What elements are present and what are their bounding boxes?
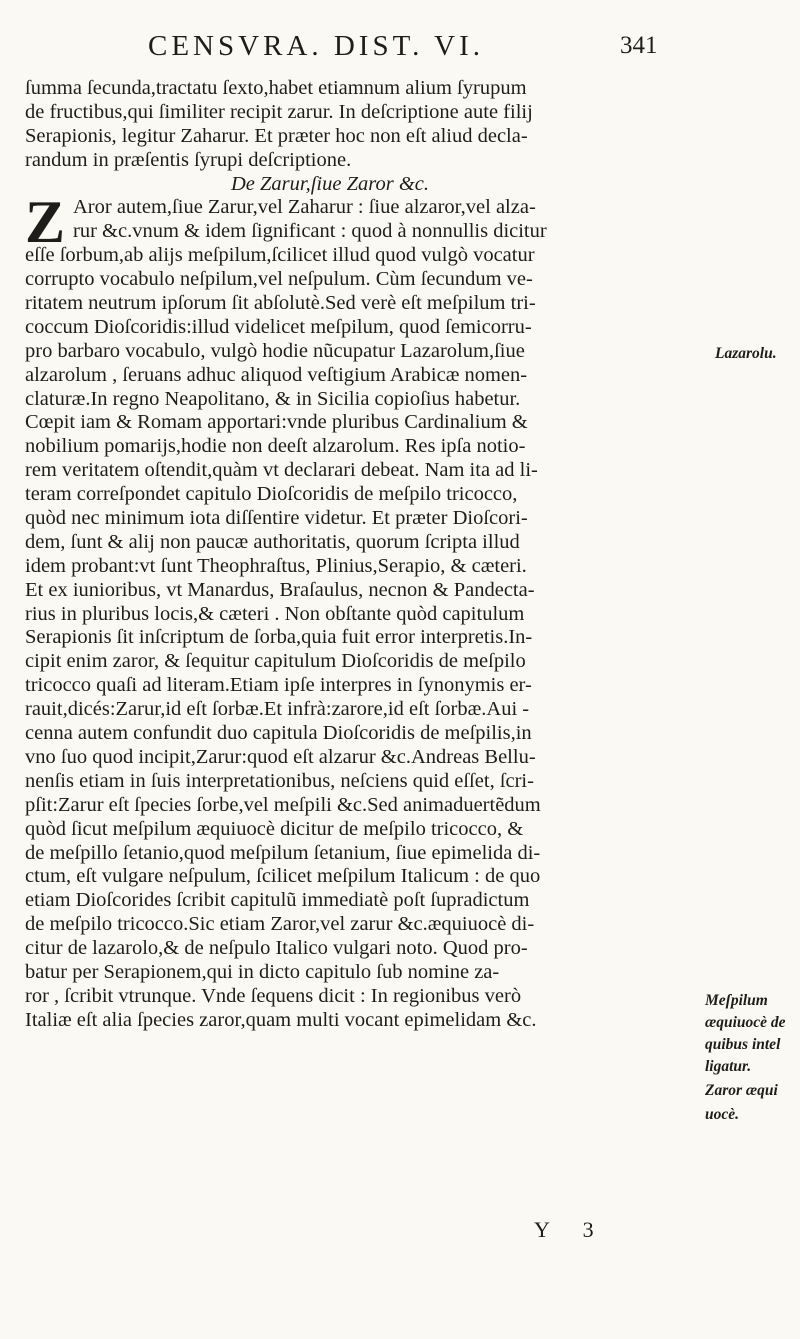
text-line: corrupto vocabulo neſpilum,vel neſpulum. Cùm ſecundum ve- xyxy=(25,268,533,291)
margin-note-zaror: Zaror æqui xyxy=(705,1082,778,1099)
text-line: Cœpit iam & Romam apportari:vnde pluribus Cardinalium & xyxy=(25,411,528,434)
page-header xyxy=(148,30,768,70)
text-line: etiam Dioſcorides ſcribit capitulũ immediatè poſt ſupradictum xyxy=(25,889,530,912)
text-line: Italiæ eſt alia ſpecies zaror,quam multi vocant epimelidam &c. xyxy=(25,1008,537,1031)
section-heading: De Zarur,ſiue Zaror &c. xyxy=(231,172,429,195)
text-line: batur per Serapionem,qui in dicto capitulo ſub nomine za- xyxy=(25,960,500,983)
text-line: rius in pluribus locis,& cæteri . Non obſtante quòd capitulum xyxy=(25,602,525,625)
text-line: nenſis etiam in ſuis interpretationibus, neſciens quid eſſet, ſcri- xyxy=(25,769,534,792)
margin-note-quibus: quibus intel xyxy=(705,1036,781,1053)
text-line: rauit,dicés:Zarur,id eſt ſorbæ.Et infrà:zarore,id eſt ſorbæ.Aui - xyxy=(25,698,530,721)
text-line: ctum, eſt vulgare neſpulum, ſcilicet meſpilum Italicum : de quo xyxy=(25,865,541,888)
text-line: cipit enim zaror, & ſequitur capitulum Dioſcoridis de meſpilo xyxy=(25,650,526,673)
text-line: nobilium pomarijs,hodie non deeſt alzarolum. Res ipſa notio- xyxy=(25,435,526,458)
text-line: rem veritatem oſtendit,quàm vt declarari debeat. Nam ita ad li- xyxy=(25,459,538,482)
text-line: coccum Dioſcoridis:illud videlicet meſpilum, quod ſemicorru- xyxy=(25,315,532,338)
text-line: dem, ſunt & alij non paucæ authoritatis, quorum ſcripta illud xyxy=(25,530,520,553)
text-line: Aror autem,ſiue Zarur,vel Zaharur : ſiue alzaror,vel alza- xyxy=(73,196,536,219)
signature-mark: Y 3 xyxy=(534,1217,608,1242)
text-line: alzarolum , ſeruans adhuc aliquod veſtigium Arabicæ nomen- xyxy=(25,363,528,386)
page-number: 341 xyxy=(620,32,658,59)
text-line: de meſpilo tricocco.Sic etiam Zaror,vel zarur &c.æquiuocè di- xyxy=(25,913,535,936)
text-line: teram correſpondet capitulo Dioſcoridis de meſpilo tricocco, xyxy=(25,483,518,506)
text-line: Serapionis ſit inſcriptum de ſorba,quia fuit error interpretis.In- xyxy=(25,626,533,649)
text-line: ror , ſcribit vtrunque. Vnde ſequens dicit : In regionibus verò xyxy=(25,984,522,1007)
running-title: CENSVRA. DIST. VI. xyxy=(148,30,484,62)
text-line: Et ex iunioribus, vt Manardus, Braſaulus, necnon & Pandecta- xyxy=(25,578,535,601)
margin-note-mespilum: Meſpilum xyxy=(705,992,768,1009)
text-line: quòd nec minimum iota diſſentire videtur. Et præter Dioſcori- xyxy=(25,507,528,530)
text-line: ſumma ſecunda,tractatu ſexto,habet etiamnum alium ſyrupum xyxy=(25,77,527,99)
text-line: eſſe ſorbum,ab alijs meſpilum,ſcilicet illud quod vulgò vocatur xyxy=(25,244,535,267)
text-line: tricocco quaſi ad literam.Etiam ipſe interpres in ſynonymis er- xyxy=(25,674,532,697)
text-line: Serapionis, legitur Zaharur. Et præter hoc non eſt aliud decla- xyxy=(25,124,528,147)
text-line: ritatem neutrum ipſorum ſit abſolutè.Sed verè eſt meſpilum tri- xyxy=(25,292,536,315)
margin-note-ligatur: ligatur. xyxy=(705,1058,752,1075)
margin-note-uoce: uocè. xyxy=(705,1106,740,1123)
text-line: de fructibus,qui ſimiliter recipit zarur. In deſcriptione aute filij xyxy=(25,100,533,123)
text-line: cenna autem confundit duo capitula Dioſcoridis de meſpilis,in xyxy=(25,722,532,745)
text-line: pſit:Zarur eſt ſpecies ſorbe,vel meſpili &c.Sed animaduertẽdum xyxy=(25,793,541,816)
main-text xyxy=(25,77,785,1033)
text-line: pro barbaro vocabulo, vulgò hodie nũcupatur Lazarolum,ſiue xyxy=(25,339,525,362)
text-line: vno ſuo quod incipit,Zarur:quod eſt alzarur &c.Andreas Bellu- xyxy=(25,745,536,768)
text-line: citur de lazarolo,& de neſpulo Italico vulgari noto. Quod pro- xyxy=(25,937,528,960)
margin-note-aequiuoce: æquiuocè de xyxy=(705,1014,786,1031)
text-line: rur &c.vnum & idem ſignificant : quod à nonnullis dicitur xyxy=(73,220,547,243)
text-line: quòd ſicut meſpilum æquiuocè dicitur de meſpilo tricocco, & xyxy=(25,817,524,840)
text-line: claturæ.In regno Neapolitano, & in Sicilia copioſius habetur. xyxy=(25,387,521,410)
text-line: de meſpillo ſetanio,quod meſpilum ſetanium, ſiue epimelida di- xyxy=(25,841,541,864)
text-line: idem probant:vt ſunt Theophraſtus, Plinius,Serapio, & cæteri. xyxy=(25,554,527,577)
text-line: randum in præſentis ſyrupi deſcriptione. xyxy=(25,148,352,171)
margin-note-lazarolu: Lazarolu. xyxy=(715,345,777,362)
drop-cap-initial: Z xyxy=(25,189,66,256)
